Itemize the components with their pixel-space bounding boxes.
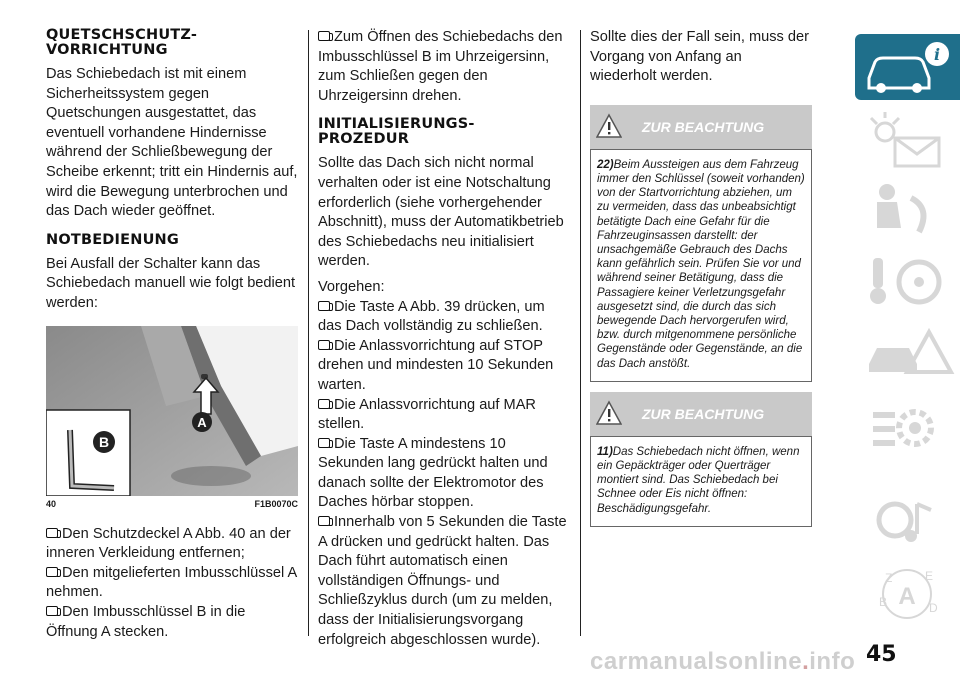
warning-number: 11) [597, 445, 613, 458]
column-2 [318, 28, 570, 650]
list-item: Die Taste A Abb. 39 drücken, um das Dach vollständig zu schließen. [318, 298, 545, 335]
warning-title: ZUR BEACHTUNG [642, 405, 765, 422]
light-mail-icon [855, 108, 960, 174]
list-item: Die Anlassvorrichtung auf STOP drehen und mindesten 10 Sekunden warten. [318, 337, 554, 393]
column-divider [308, 30, 309, 636]
warning-box [590, 149, 812, 382]
bullet-icon [318, 399, 330, 409]
watermark: carmanualsonline.info [590, 648, 856, 675]
figure-40 [46, 326, 298, 496]
bullet-icon [318, 340, 330, 350]
sunroof-illustration [46, 326, 298, 496]
column-3 [590, 28, 812, 527]
warning-text: Das Schiebedach nicht öffnen, wenn ein Gepäckträger oder Querträger montiert sind. Das Schiebedach bei Schnee oder Eis nicht öffnen: Beschädigungsgefahr. [597, 445, 800, 515]
bullet-icon [46, 606, 58, 616]
figure-code: F1B0070C [254, 498, 298, 509]
warning-triangle-car-icon [855, 318, 960, 384]
column-1 [46, 28, 298, 642]
chapter-tab-vehicle-info[interactable] [855, 34, 960, 100]
seat-safety-icon [855, 178, 960, 244]
list-item: Den Imbusschlüssel B in die Öffnung A stecken. [46, 603, 246, 640]
label-b: B [98, 433, 110, 450]
list-item: Den mitgelieferten Imbusschlüssel A nehmen. [46, 564, 297, 601]
heading-notbedienung: NOTBEDIENUNG [46, 231, 179, 248]
warning-header [590, 105, 812, 149]
chapter-tab-index[interactable] [855, 560, 960, 626]
warning-icon [596, 400, 622, 426]
chapter-tab-multimedia[interactable] [855, 490, 960, 556]
list-item: Den Schutzdeckel A Abb. 40 an der inneren Verkleidung entfernen; [46, 525, 291, 562]
bullet-icon [46, 528, 58, 538]
page-number: 45 [866, 642, 897, 667]
heading-initialisierung: INITIALISIERUNGS- PROZEDUR [318, 116, 475, 148]
warning-icon [596, 113, 622, 139]
paragraph-wiederholen: Sollte dies der Fall sein, muss der Vorgang von Anfang an wiederholt werden. [590, 29, 809, 85]
figure-number: 40 [46, 498, 57, 509]
chapter-tab-emergency[interactable] [855, 318, 960, 384]
music-location-icon [855, 490, 960, 556]
paragraph-initialisierung: Sollte das Dach sich nicht normal verhalten oder ist eine Notschaltung erforderlich (siehe vorhergehender Abschnitt), muss der Automatikbetrieb des Schiebedachs neu initialisiert werden. [318, 155, 564, 270]
svg-text:B: B [879, 595, 888, 609]
chapter-tab-starting[interactable] [855, 248, 960, 314]
bullet-icon [318, 438, 330, 448]
svg-text:D: D [929, 601, 938, 615]
column-divider [580, 30, 581, 636]
warning-number: 22) [597, 158, 614, 171]
label-a: A [197, 414, 207, 430]
svg-text:A: A [898, 583, 916, 610]
key-steering-icon [855, 248, 960, 314]
gear-service-icon [855, 398, 960, 464]
list-item: Die Taste A mindestens 10 Sekunden lang gedrückt halten und danach sollte der Elektromotor des Daches hörbar stoppen. [318, 435, 548, 511]
bullet-icon [318, 516, 330, 526]
alphabet-index-icon [855, 560, 960, 626]
vorgehen-label: Vorgehen: [318, 278, 385, 295]
warning-text: Beim Aussteigen aus dem Fahrzeug immer den Schlüssel (soweit vorhanden) von der Startvorrichtung abziehen, um zu vermeiden, dass das unbeabsichtigt betätigte Dach eine Gefahr für die Fahrzeuginsassen darstellt: der unsachgemäße Gebrauch des Dachs kann gefährlich sein. Prüfen Sie vor und während seiner Betätigung, dass die Passagiere keiner Verletzungsgefahr ausgesetzt sind, die durch das sich bewegende Dach hervorgerufen wird, bzw. durch mitgenommene persönliche Gegenstände oder Gegenstände, an die das Dach anstößt. [597, 158, 805, 370]
bullet-icon [318, 301, 330, 311]
heading-quetschschutz: QUETSCHSCHUTZ- VORRICHTUNG [46, 27, 198, 58]
svg-text:Z: Z [885, 571, 893, 585]
warning-box [590, 436, 812, 527]
bullet-icon [46, 567, 58, 577]
car-info-icon [855, 34, 960, 100]
chapter-tab-maintenance[interactable] [855, 398, 960, 464]
svg-text:i: i [933, 45, 941, 64]
svg-text:E: E [925, 569, 934, 583]
list-item: Innerhalb von 5 Sekunden die Taste A drücken und gedrückt halten. Das Dach führt automatisch einen vollständigen Öffnungs- und Schließzyklus durch (um zu melden, dass der Initialisierungsvorgang erfolgreich abgeschlossen wurde). [318, 514, 567, 648]
chapter-tab-safety[interactable] [855, 178, 960, 244]
list-item: Zum Öffnen des Schiebedachs den Imbusschlüssel B im Uhrzeigersinn, zum Schließen gegen den Uhrzeigersinn drehen. [318, 29, 563, 104]
figure-caption [46, 499, 298, 509]
paragraph-notbedienung: Bei Ausfall der Schalter kann das Schiebedach manuell wie folgt bedient werden: [46, 255, 296, 311]
list-item: Die Anlassvorrichtung auf MAR stellen. [318, 396, 536, 433]
chapter-tab-lights[interactable] [855, 108, 960, 174]
bullet-icon [318, 31, 330, 41]
warning-header [590, 392, 812, 436]
warning-title: ZUR BEACHTUNG [642, 118, 765, 135]
paragraph-quetschschutz: Das Schiebedach ist mit einem Sicherheitssystem gegen Quetschungen ausgestattet, das eventuell vorhandene Hindernisse während der Schließbewegung der Scheibe erkennt; tritt ein Hindernis auf, wird die Bewegung unterbrochen und das Dach wieder geöffnet. [46, 66, 298, 220]
